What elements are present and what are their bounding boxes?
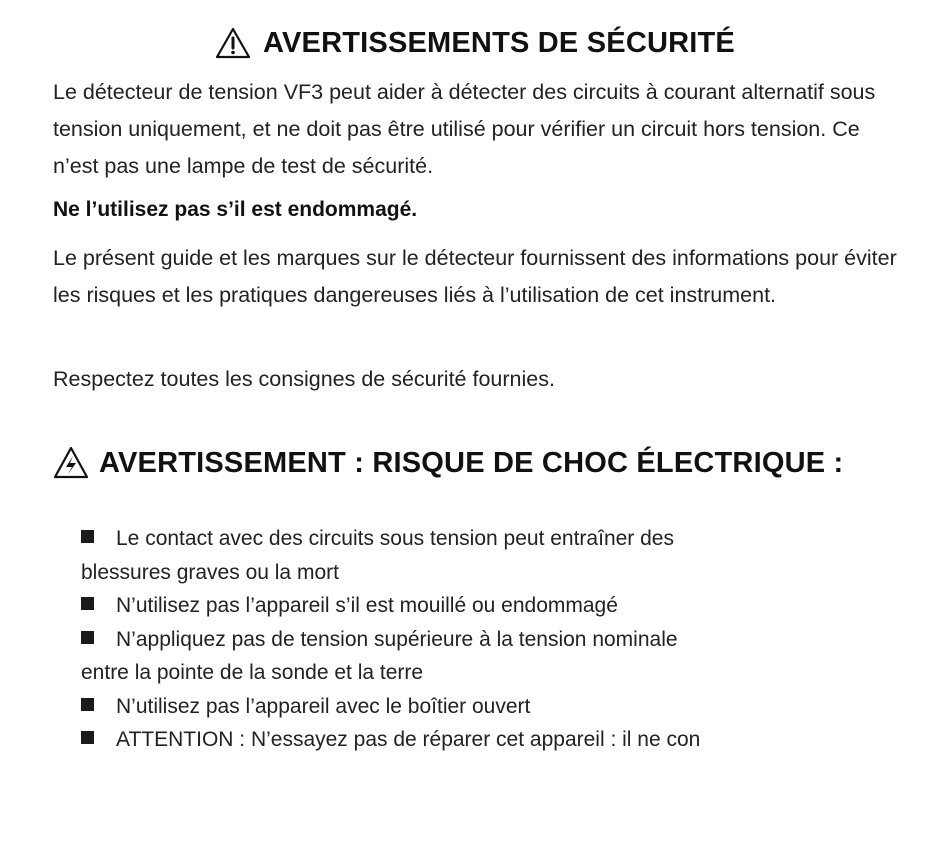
square-bullet-icon <box>81 530 94 543</box>
warning-list <box>81 522 841 757</box>
list-item: ATTENTION : N’essayez pas de réparer cet appareil : il ne con <box>81 723 841 757</box>
list-item: N’appliquez pas de tension supérieure à la tension nominale entre la pointe de la sonde et la terre <box>81 627 678 684</box>
warning-triangle-icon <box>215 27 251 59</box>
square-bullet-icon <box>81 597 94 610</box>
list-item: Le contact avec des circuits sous tension peut entraîner des blessures graves ou la mort <box>81 527 674 584</box>
list-item: N’utilisez pas l’appareil s’il est mouillé ou endommagé <box>81 589 841 623</box>
section-heading-electric-shock <box>53 438 843 488</box>
heading-title: AVERTISSEMENT : RISQUE DE CHOC ÉLECTRIQUE : <box>99 446 844 479</box>
square-bullet-icon <box>81 698 94 711</box>
intro-paragraph: Le détecteur de tension VF3 peut aider à détecter des circuits à courant alternatif sous tension uniquement, et ne doit pas être utilisé pour vérifier un circuit hors tension. Ce n’est pas une lampe de test de sécurité. <box>53 80 876 178</box>
guide-paragraph: Le présent guide et les marques sur le détecteur fournissent des informations pour éviter les risques et les pratiques dangereuses liés à l’utilisation de cet instrument. <box>53 246 897 307</box>
square-bullet-icon <box>81 631 94 644</box>
damage-warning: Ne l’utilisez pas s’il est endommagé. <box>53 198 418 221</box>
square-bullet-icon <box>81 731 94 744</box>
section-heading-safety <box>0 22 950 64</box>
list-item: N’utilisez pas l’appareil avec le boîtier ouvert <box>81 690 841 724</box>
instructions-paragraph: Respectez toutes les consignes de sécurité fournies. <box>53 367 555 391</box>
electric-shock-warning-icon <box>53 446 89 480</box>
heading-title: AVERTISSEMENTS DE SÉCURITÉ <box>263 26 735 59</box>
